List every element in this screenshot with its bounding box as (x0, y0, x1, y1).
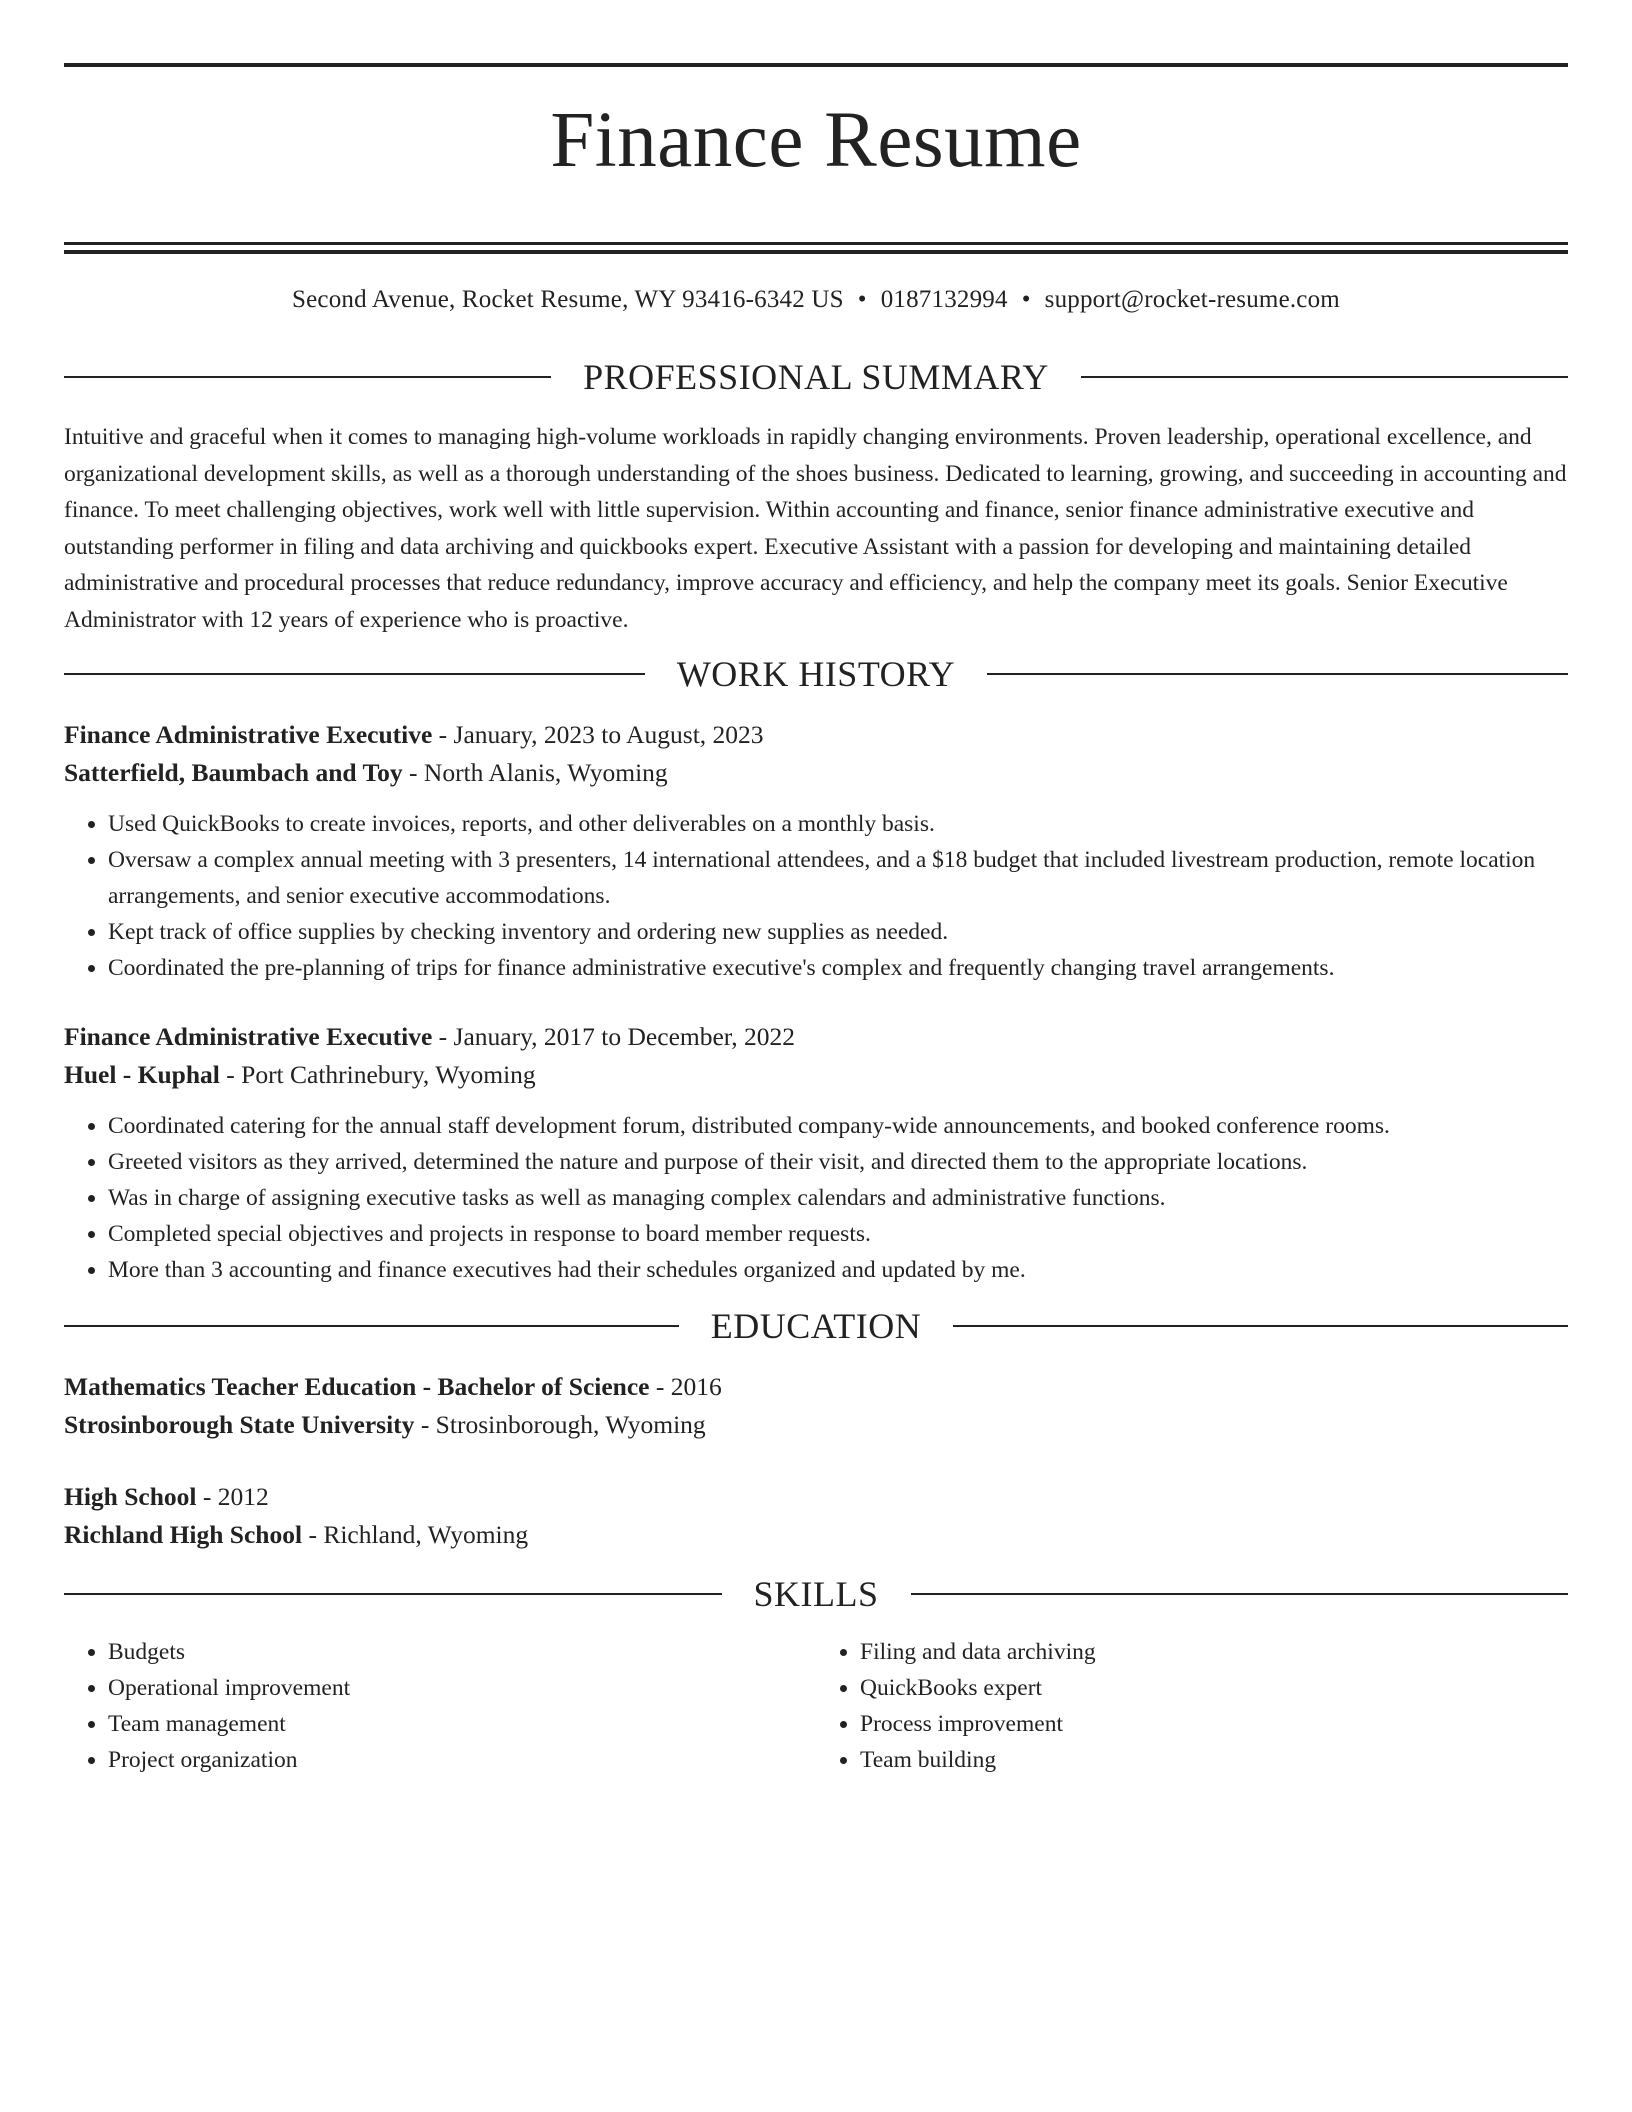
contact-email: support@rocket-resume.com (1044, 286, 1340, 313)
list-item: • Oversaw a complex annual meeting with 3 presenters, 14 international attendees, and a $18 budget that included livestream production, remote location arrangements, and senior executive accommodations. (108, 842, 1568, 914)
heading-rule-left (64, 376, 551, 378)
heading-rule-left (64, 1325, 679, 1327)
job-location: - Port Cathrinebury, Wyoming (219, 1060, 536, 1089)
education-school-line (64, 1516, 1568, 1554)
list-item: • QuickBooks expert (860, 1670, 1568, 1706)
heading-rule-right (987, 673, 1568, 675)
education-location: - Strosinborough, Wyoming (414, 1410, 706, 1439)
section-heading-education (64, 1308, 1568, 1344)
list-item: • Operational improvement (108, 1670, 816, 1706)
section-title: PROFESSIONAL SUMMARY (583, 357, 1049, 397)
job-company: Huel - Kuphal (64, 1060, 220, 1089)
skills-list-right (816, 1634, 1568, 1778)
list-item: • Team building (860, 1742, 1568, 1778)
education-school-line (64, 1406, 1568, 1444)
contact-line (64, 287, 1568, 312)
job-entry (64, 716, 1568, 986)
list-item: • Budgets (108, 1634, 816, 1670)
job-title-line (64, 716, 1568, 754)
job-company: Satterfield, Baumbach and Toy (64, 758, 403, 787)
list-item: • Filing and data archiving (860, 1634, 1568, 1670)
job-bullet-list (64, 1108, 1568, 1288)
job-company-line (64, 1056, 1568, 1094)
job-entry (64, 1018, 1568, 1288)
list-item: • Used QuickBooks to create invoices, reports, and other deliverables on a monthly basis. (108, 806, 1568, 842)
section-title: WORK HISTORY (676, 654, 956, 694)
education-year: - 2012 (196, 1482, 269, 1511)
list-item: • Greeted visitors as they arrived, determined the nature and purpose of their visit, and directed them to the appropriate locations. (108, 1144, 1568, 1180)
section-title: EDUCATION (710, 1306, 922, 1346)
section-heading-summary (64, 359, 1568, 395)
header-top-rule (64, 63, 1568, 67)
resume-title: Finance Resume (550, 97, 1082, 184)
job-dates: - January, 2017 to December, 2022 (432, 1022, 796, 1051)
list-item: • Completed special objectives and projects in response to board member requests. (108, 1216, 1568, 1252)
education-location: - Richland, Wyoming (302, 1520, 529, 1549)
list-item: • Team management (108, 1706, 816, 1742)
list-item: • Kept track of office supplies by checking inventory and ordering new supplies as needed. (108, 914, 1568, 950)
list-item: • Coordinated the pre-planning of trips for finance administrative executive's complex and frequently changing travel arrangements. (108, 950, 1568, 986)
heading-rule-right (953, 1325, 1568, 1327)
education-degree: High School (64, 1482, 197, 1511)
job-title: Finance Administrative Executive (64, 1022, 433, 1051)
heading-rule-right (911, 1593, 1569, 1595)
education-entry (64, 1368, 1568, 1444)
skills-list-left (64, 1634, 816, 1778)
job-company-line (64, 754, 1568, 792)
education-school: Strosinborough State University (64, 1410, 415, 1439)
section-heading-work-history (64, 656, 1568, 692)
education-degree: Mathematics Teacher Education - Bachelor of Science (64, 1372, 650, 1401)
job-bullet-list (64, 806, 1568, 986)
education-school: Richland High School (64, 1520, 303, 1549)
list-item: • More than 3 accounting and finance executives had their schedules organized and updated by me. (108, 1252, 1568, 1288)
heading-rule-left (64, 1593, 722, 1595)
section-title: SKILLS (753, 1574, 879, 1614)
education-entry (64, 1478, 1568, 1554)
skills-columns (64, 1634, 1568, 1778)
contact-address: Second Avenue, Rocket Resume, WY 93416-6342 US (292, 286, 844, 313)
section-heading-skills (64, 1576, 1568, 1612)
job-location: - North Alanis, Wyoming (402, 758, 668, 787)
job-title-line (64, 1018, 1568, 1056)
list-item: • Coordinated catering for the annual staff development forum, distributed company-wide announcements, and booked conference rooms. (108, 1108, 1568, 1144)
list-item: • Project organization (108, 1742, 816, 1778)
heading-rule-right (1081, 376, 1568, 378)
heading-rule-left (64, 673, 645, 675)
list-item: • Process improvement (860, 1706, 1568, 1742)
list-item: • Was in charge of assigning executive tasks as well as managing complex calendars and administrative functions. (108, 1180, 1568, 1216)
job-dates: - January, 2023 to August, 2023 (432, 720, 764, 749)
contact-separator: • (857, 286, 867, 313)
contact-separator: • (1021, 286, 1031, 313)
contact-phone: 0187132994 (880, 286, 1008, 313)
education-year: - 2016 (649, 1372, 722, 1401)
job-title: Finance Administrative Executive (64, 720, 433, 749)
summary-paragraph: Intuitive and graceful when it comes to managing high-volume workloads in rapidly changing environments. Proven leadership, operational excellence, and organizational development skills, as well as a thorough understanding of the shoes business. Dedicated to learning, growing, and succeeding in accounting and finance. To meet challenging objectives, work well with little supervision. Within accounting and finance, senior finance administrative executive and outstanding performer in filing and data archiving and quickbooks expert. Executive Assistant with a passion for developing and maintaining detailed administrative and procedural processes that reduce redundancy, improve accuracy and efficiency, and help the company meet its goals. Senior Executive Administrator with 12 years of experience who is proactive. (64, 424, 1567, 633)
education-degree-line (64, 1478, 1568, 1516)
header-double-rule (64, 242, 1568, 254)
education-degree-line (64, 1368, 1568, 1406)
